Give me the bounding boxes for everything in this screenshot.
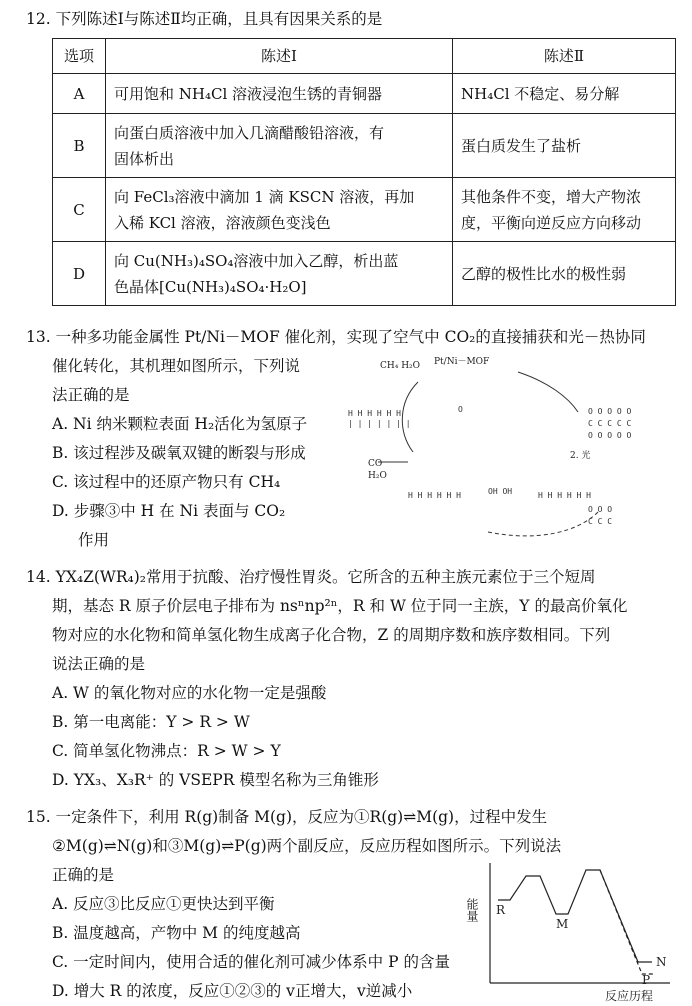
statement-line: 度，平衡向逆反应方向移动 [461, 213, 642, 232]
q13-stem-line: 法正确的是 [52, 386, 130, 404]
q14-option-a: A. W 的氧化物对应的水化物一定是强酸 [52, 684, 327, 702]
diagram-label-h2o: H₂O [368, 471, 387, 481]
label-p: P [642, 973, 651, 987]
svg-text:C C C C C: C C C C C [588, 419, 632, 428]
q15-stem-line: ②M(g)⇌N(g)和③M(g)⇌P(g)两个副反应，反应历程如图所示。下列说法 [52, 837, 562, 855]
statement-line: 其他条件不变，增大产物浓 [461, 187, 642, 206]
diagram-label-co: CO [368, 459, 383, 469]
row-statement-2: 蛋白质发生了盐析 [453, 114, 676, 178]
svg-text:H H H H H H: H H H H H H [348, 409, 401, 418]
table-row [53, 242, 676, 306]
arrow-curve [402, 382, 418, 452]
statement-line: 向 Cu(NH₃)₄SO₄溶液中加入乙醇，析出蓝 [114, 251, 399, 270]
header-statement-1: 陈述Ⅰ [106, 39, 453, 74]
q13-stem-line: 催化转化，其机理如图所示，下列说 [52, 357, 301, 375]
x-axis-label: 反应历程 [605, 989, 654, 1003]
diagram-label-step2: 2. 光 [570, 451, 591, 461]
header-option: 选项 [53, 39, 106, 74]
row-statement-2: 乙醇的极性比水的极性弱 [453, 242, 676, 306]
q15-stem-line: 15. 一定条件下，利用 R(g)制备 M(g)，反应为①R(g)⇌M(g)，过程中发生 [26, 808, 548, 826]
arrow-curve [518, 372, 578, 412]
row-option: A [53, 74, 106, 114]
energy-profile-diagram [465, 858, 675, 1003]
label-r: R [496, 903, 506, 917]
svg-text:O O O: O O O [588, 505, 613, 514]
label-m: M [556, 917, 569, 931]
q15-option-a: A. 反应③比反应①更快达到平衡 [52, 895, 275, 913]
header-statement-2: 陈述Ⅱ [453, 39, 676, 74]
q14-option-c: C. 简单氢化物沸点：R > W > Y [52, 742, 281, 760]
q14-stem-line: 说法正确的是 [52, 655, 146, 673]
table-row [53, 178, 676, 242]
q13-stem-line: 13. 一种多功能金属性 Pt/Ni－MOF 催化剂，实现了空气中 CO₂的直接捕获和光－热协同 [26, 328, 646, 346]
statement-line: 色晶体[Cu(NH₃)₄SO₄·H₂O] [114, 277, 307, 296]
statement-line: 向蛋白质溶液中加入几滴醋酸铅溶液，有 [114, 123, 385, 142]
q15-option-d: D. 增大 R 的浓度，反应①②③的 v正增大，v逆减小 [52, 982, 413, 1000]
q12-table [52, 38, 676, 306]
table-row [53, 114, 676, 178]
row-statement-1 [106, 114, 453, 178]
svg-text:C C C: C C C [588, 517, 613, 526]
row-statement-1 [106, 242, 453, 306]
q14-option-d: D. YX₃、X₃R⁺ 的 VSEPR 模型名称为三角锥形 [52, 771, 379, 789]
svg-text:O O O O O: O O O O O [588, 431, 632, 440]
q13-option-d-cont: 作用 [78, 531, 110, 549]
row-option: B [53, 114, 106, 178]
q15-stem-line: 正确的是 [52, 866, 115, 884]
q13-option-c: C. 该过程中的还原产物只有 CH₄ [52, 473, 281, 491]
q13-option-a: A. Ni 纳米颗粒表面 H₂活化为氢原子 [52, 415, 308, 433]
diagram-label-catalyst: Pt/Ni－MOF [434, 357, 490, 367]
svg-text:O: O [458, 405, 463, 414]
row-option: C [53, 178, 106, 242]
pathway-m-p [600, 870, 654, 974]
q14-stem-line: 期，基态 R 原子价层电子排布为 nsⁿnp²ⁿ，R 和 W 位于同一主族，Y 的最高价氧化 [52, 597, 628, 615]
svg-text:| | | | | | |: | | | | | | | [348, 419, 411, 428]
table-row [53, 74, 676, 114]
pathway-r-m-n [498, 870, 652, 962]
row-statement-1 [106, 178, 453, 242]
svg-text:O O O O O: O O O O O [588, 407, 632, 416]
q13-option-d: D. 步骤③中 H 在 Ni 表面与 CO₂ [52, 502, 286, 520]
statement-line: 入稀 KCl 溶液，溶液颜色变浅色 [114, 213, 331, 232]
diagram-label-ch4: CH₄ H₂O [380, 361, 421, 371]
q13-option-b: B. 该过程涉及碳氧双键的断裂与形成 [52, 444, 306, 462]
label-n: N [656, 955, 667, 969]
table-header-row [53, 39, 676, 74]
q12-stem: 12. 下列陈述Ⅰ与陈述Ⅱ均正确，且具有因果关系的是 [26, 10, 383, 28]
y-axis-label: 能量 [465, 898, 479, 922]
statement-line: 向 FeCl₃溶液中滴加 1 滴 KSCN 溶液，再加 [114, 187, 415, 206]
statement-line: 固体析出 [114, 149, 175, 168]
svg-text:H H H H H H: H H H H H H [538, 491, 591, 500]
mechanism-diagram [338, 352, 678, 552]
q14-stem-line: 14. YX₄Z(WR₄)₂常用于抗酸、治疗慢性胃炎。它所含的五种主族元素位于三个短周 [26, 568, 596, 586]
svg-text:OH OH: OH OH [488, 487, 513, 496]
row-statement-2 [453, 178, 676, 242]
q15-option-c: C. 一定时间内，使用合适的催化剂可减少体系中 P 的含量 [52, 953, 450, 971]
row-statement-2: NH₄Cl 不稳定、易分解 [453, 74, 676, 114]
svg-text:H H H H H H: H H H H H H [408, 491, 461, 500]
q15-option-b: B. 温度越高，产物中 M 的纯度越高 [52, 924, 301, 942]
q14-stem-line: 物对应的水化物和简单氢化物生成离子化合物，Z 的周期序数和族序数相同。下列 [52, 626, 611, 644]
arrow-curve [488, 512, 598, 536]
q14-option-b: B. 第一电离能：Y > R > W [52, 713, 250, 731]
row-option: D [53, 242, 106, 306]
row-statement-1: 可用饱和 NH₄Cl 溶液浸泡生锈的青铜器 [106, 74, 453, 114]
